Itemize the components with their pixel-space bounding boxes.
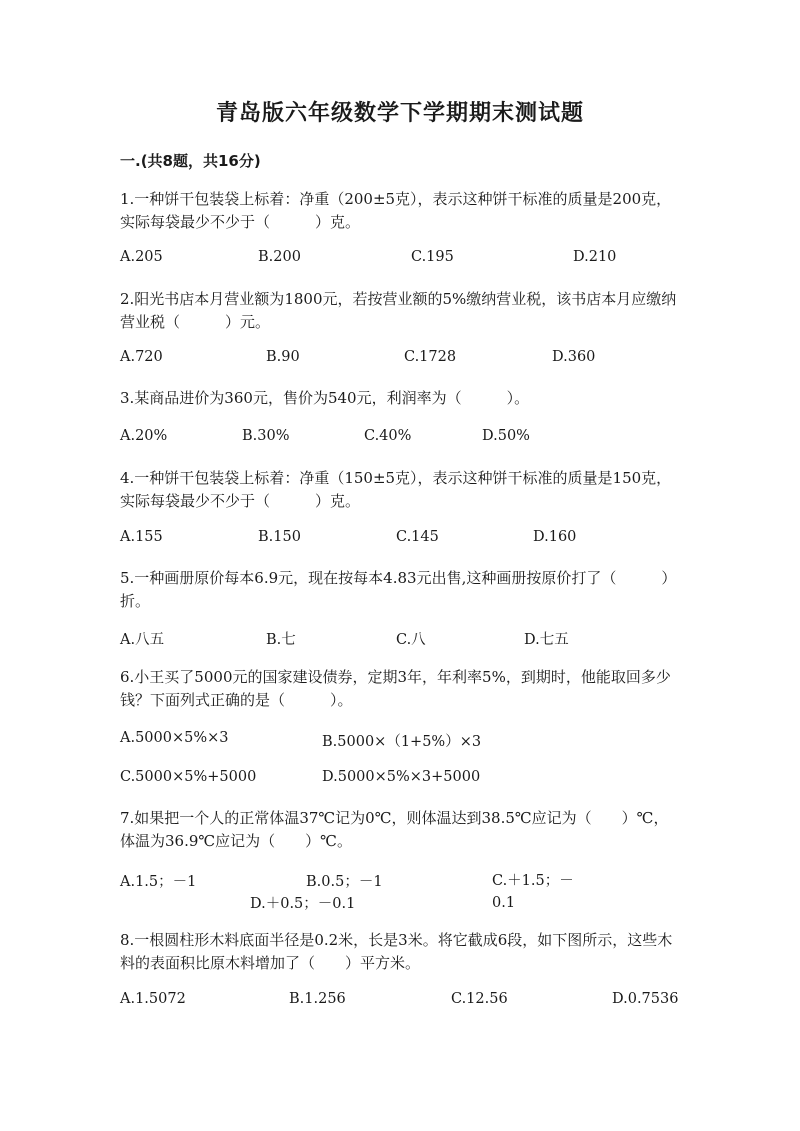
question-7-option-a[interactable]: A.1.5；－1	[120, 874, 197, 890]
question-2-option-d[interactable]: D.360	[552, 349, 596, 365]
question-4-text: 4.一种饼干包装袋上标着：净重（150±5克），表示这种饼干标准的质量是150克，实际每袋最少不少于（ ）克。	[120, 469, 672, 510]
question-8-option-a[interactable]: A.1.5072	[120, 991, 186, 1007]
question-4-option-d[interactable]: D.160	[533, 529, 577, 545]
section-heading: 一.(共8题，共16分)	[120, 152, 261, 170]
question-6-option-d[interactable]: D.5000×5%×3+5000	[322, 769, 481, 785]
question-3-text: 3.某商品进价为360元，售价为540元，利润率为（ ）。	[120, 389, 530, 407]
question-2-option-c[interactable]: C.1728	[404, 349, 457, 365]
question-8-option-d[interactable]: D.0.7536	[612, 991, 679, 1007]
question-6-option-b[interactable]: B.5000×（1+5%）×3	[322, 734, 482, 750]
page-title: 青岛版六年级数学下学期期末测试题	[215, 101, 584, 126]
question-1-option-d[interactable]: D.210	[573, 249, 617, 265]
question-4-option-c[interactable]: C.145	[396, 529, 439, 545]
question-8-option-b[interactable]: B.1.256	[289, 991, 346, 1007]
question-3-option-d[interactable]: D.50%	[482, 428, 530, 444]
question-5-option-a[interactable]: A.八五	[120, 632, 165, 648]
question-6-text: 6.小王买了5000元的国家建设债券，定期3年，年利率5%，到期时，他能取回多少钱？下面列式正确的是（ ）。	[120, 668, 671, 709]
question-6-option-c[interactable]: C.5000×5%+5000	[120, 769, 257, 785]
question-5-option-d[interactable]: D.七五	[524, 632, 569, 648]
question-3-option-a[interactable]: A.20%	[120, 428, 168, 444]
question-7-option-b[interactable]: B.0.5；－1	[306, 874, 383, 890]
question-5-text: 5.一种画册原价每本6.9元，现在按每本4.83元出售,这种画册按原价打了（ ）折。	[120, 569, 677, 610]
question-4-option-b[interactable]: B.150	[258, 529, 301, 545]
question-4-option-a[interactable]: A.155	[120, 529, 163, 545]
question-2-option-a[interactable]: A.720	[120, 349, 163, 365]
question-2-option-b[interactable]: B.90	[266, 349, 300, 365]
question-5-option-c[interactable]: C.八	[396, 632, 426, 648]
question-2-text: 2.阳光书店本月营业额为1800元，若按营业额的5%缴纳营业税，该书店本月应缴纳营业税（ ）元。	[120, 290, 677, 331]
question-8-text: 8.一根圆柱形木料底面半径是0.2米，长是3米。将它截成6段，如下图所示，这些木料的表面积比原木料增加了（ ）平方米。	[120, 931, 673, 972]
question-6-option-a[interactable]: A.5000×5%×3	[120, 730, 229, 746]
question-8-option-c[interactable]: C.12.56	[451, 991, 508, 1007]
question-1-option-b[interactable]: B.200	[258, 249, 301, 265]
question-3-option-b[interactable]: B.30%	[242, 428, 290, 444]
question-5-option-b[interactable]: B.七	[266, 632, 296, 648]
question-3-option-c[interactable]: C.40%	[364, 428, 412, 444]
question-7-text: 7.如果把一个人的正常体温37℃记为0℃，则体温达到38.5℃应记为（ ）℃，体温为36.9℃应记为（ ）℃。	[120, 809, 669, 850]
question-1-text: 1.一种饼干包装袋上标着：净重（200±5克），表示这种饼干标准的质量是200克，实际每袋最少不少于（ ）克。	[120, 190, 672, 231]
question-1-option-a[interactable]: A.205	[120, 249, 163, 265]
question-7-option-d[interactable]: D.＋0.5；－0.1	[250, 896, 356, 912]
question-7-option-c[interactable]: C.＋1.5；－0.1	[492, 873, 574, 911]
question-1-option-c[interactable]: C.195	[411, 249, 454, 265]
